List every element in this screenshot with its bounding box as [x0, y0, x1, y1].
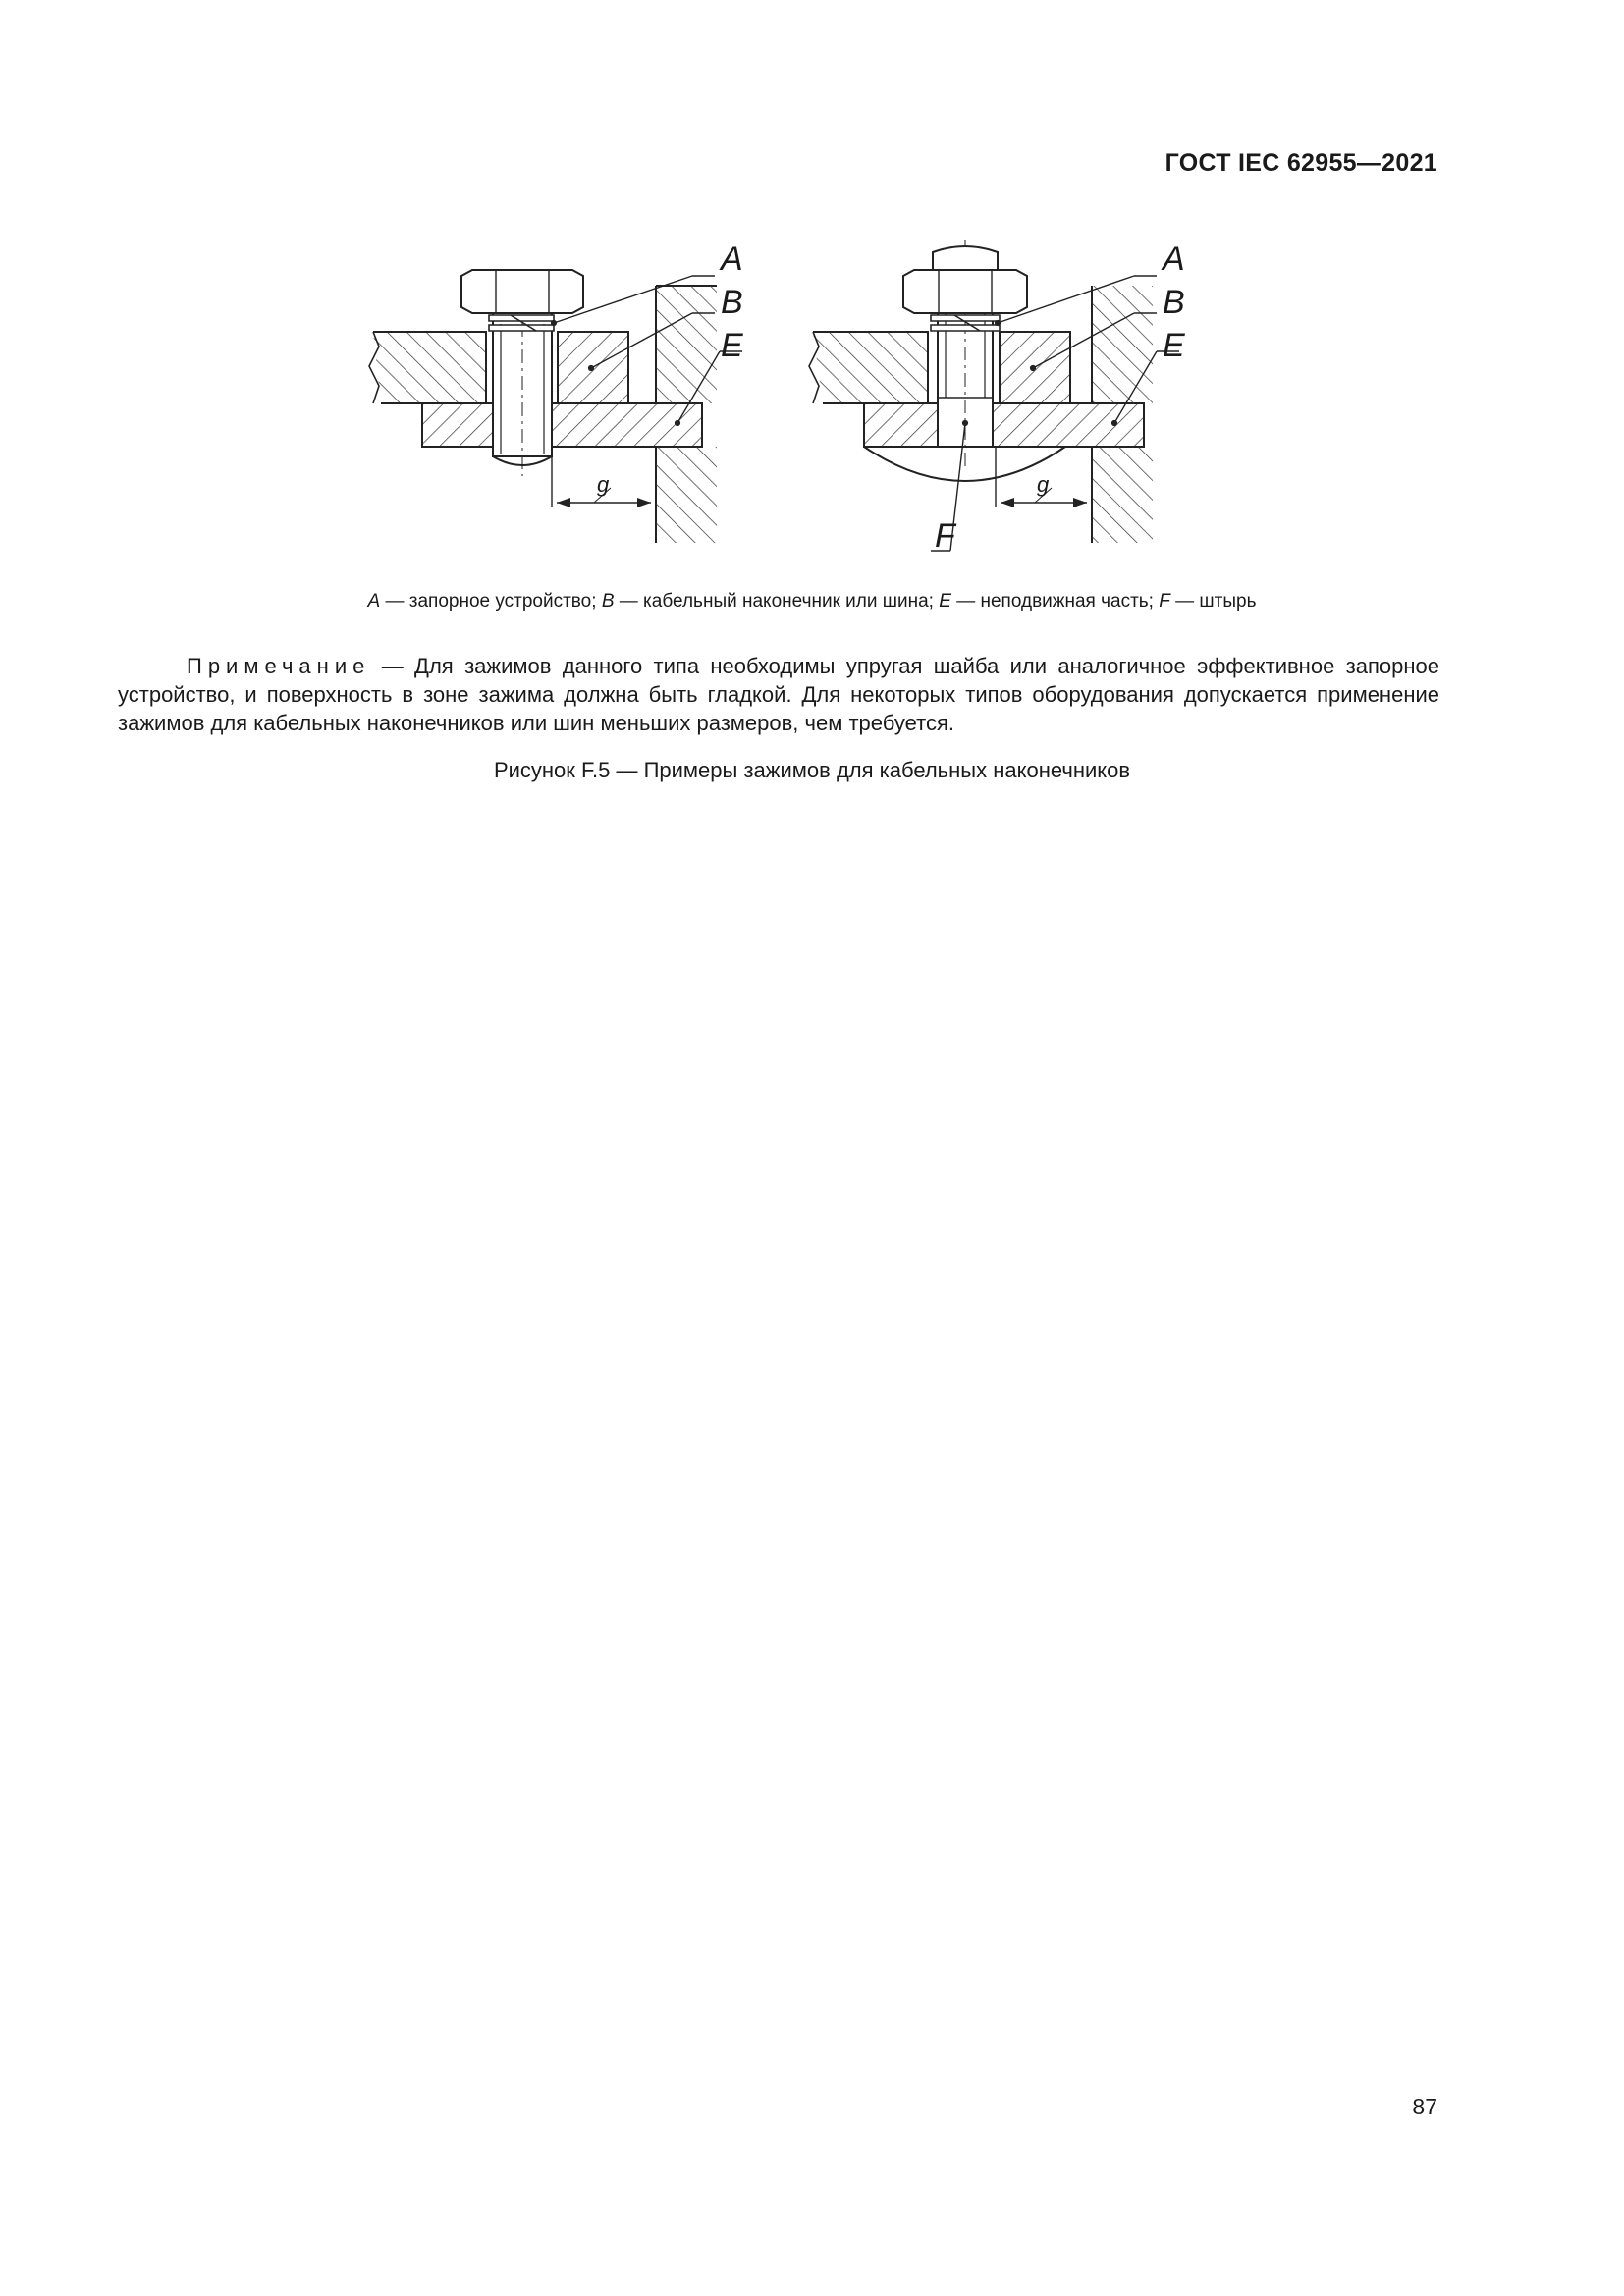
figure-legend	[0, 591, 1624, 613]
right-label-a: A	[1163, 240, 1185, 278]
page-number: 87	[1412, 2094, 1437, 2119]
note-heading: Примечание	[187, 654, 371, 678]
left-label-b: B	[721, 284, 743, 321]
right-clamp-drawing	[809, 240, 1179, 551]
legend-key-f: F	[1159, 591, 1170, 612]
right-label-e: E	[1163, 327, 1185, 364]
clamp-figure	[344, 231, 1188, 564]
legend-text-f: — штырь	[1169, 591, 1257, 612]
right-dimension-g: g	[1037, 472, 1050, 497]
legend-key-e: E	[939, 591, 951, 612]
right-label-f: F	[935, 517, 955, 555]
document-id: ГОСТ IEC 62955—2021	[1164, 149, 1437, 177]
note-text: — Для зажимов данного типа необходимы упругая шайба или аналогичное эффективное запорное устройство, и поверхность в зоне зажима должна быть гладкой. Для некоторых типов оборудования допускается применение зажимов для кабельных наконечников или шин меньших размеров, чем требуется.	[118, 654, 1439, 735]
note-paragraph	[118, 652, 1439, 737]
left-label-e: E	[721, 327, 743, 364]
legend-text-b: — кабельный наконечник или шина;	[614, 591, 940, 612]
legend-text-e: — неподвижная часть;	[950, 591, 1160, 612]
left-label-a: A	[721, 240, 743, 278]
legend-key-b: B	[601, 591, 615, 612]
legend-key-a: A	[367, 591, 381, 612]
right-label-b: B	[1163, 284, 1185, 321]
clamp-drawing	[344, 231, 1188, 564]
left-clamp-drawing	[369, 270, 742, 543]
left-dimension-g: g	[597, 472, 610, 497]
legend-text-a: — запорное устройство;	[380, 591, 602, 612]
figure-caption: Рисунок F.5 — Примеры зажимов для кабельных наконечников	[493, 758, 1131, 782]
